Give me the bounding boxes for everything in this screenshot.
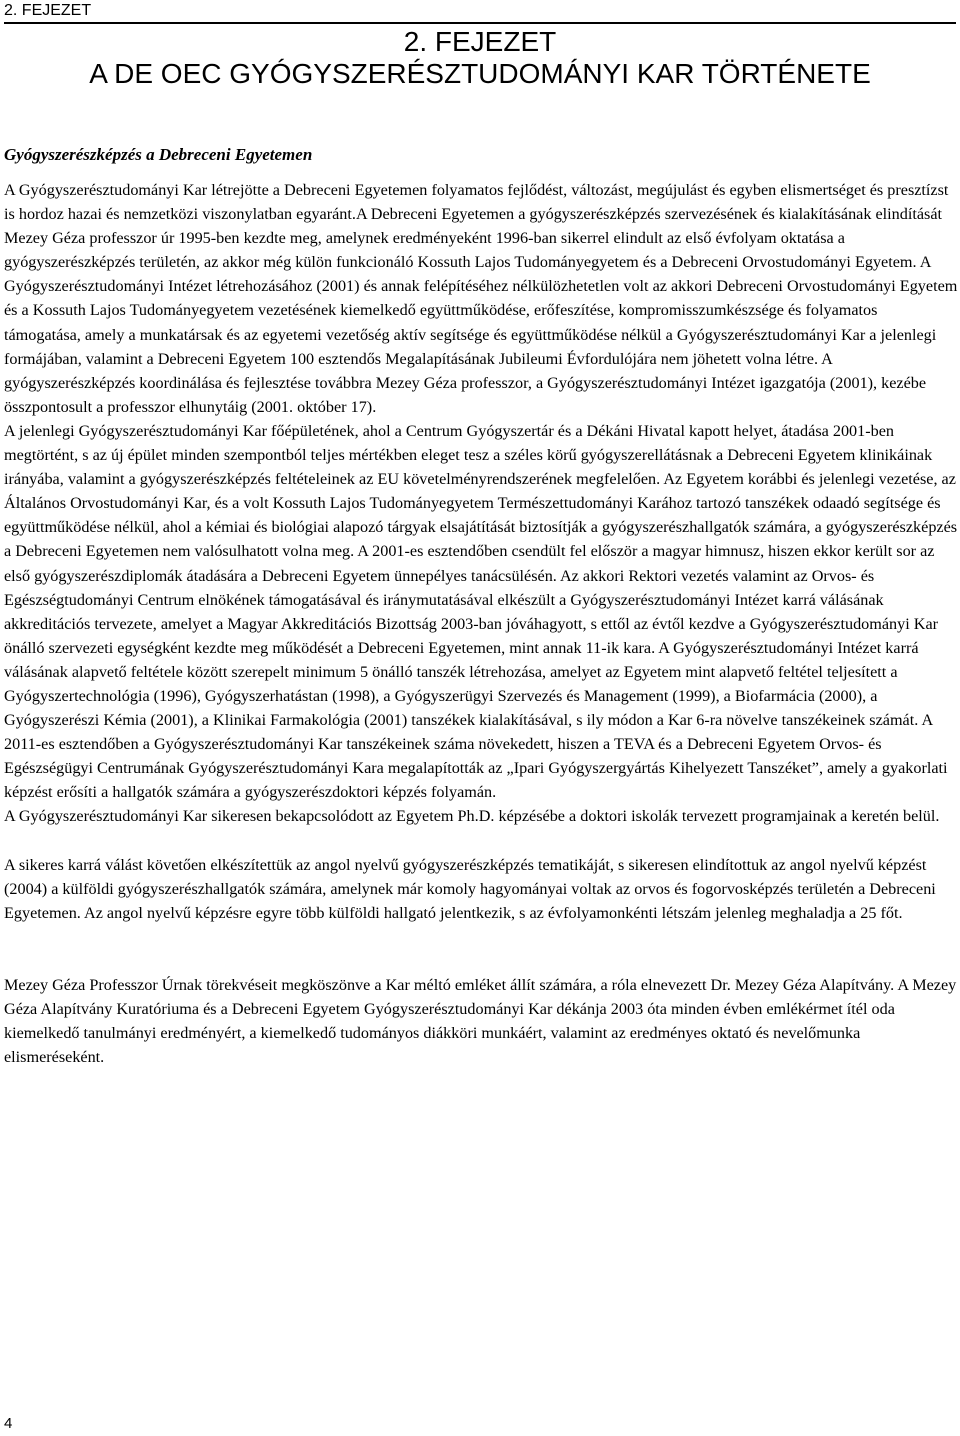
paragraph-english-program: A sikeres karrá válást követően elkészítettük az angol nyelvű gyógyszerészképzés tematikáját, s sikeresen elindítottuk az angol nyelvű képzést (2004) a külföldi gyógyszerészhallgatók számára, amelynek már komoly hagyományai voltak az orvos és fogorvosképzés területén a Debreceni Egyetemen. Az angol nyelvű képzésre egyre több külföldi hallgató jelentkezik, s az évfolyamonkénti létszám jelenleg meghaladja a 25 főt. — [4, 855, 936, 922]
running-header-title: 2. FEJEZET — [4, 2, 92, 19]
chapter-number: 2. FEJEZET — [403, 26, 557, 57]
chapter-heading: A DE OEC GYÓGYSZERÉSZTUDOMÁNYI KAR TÖRTÉNETE — [89, 58, 871, 89]
page-number: 4 — [4, 1415, 13, 1432]
paragraph-phd: A Gyógyszerésztudományi Kar sikeresen bekapcsolódott az Egyetem Ph.D. képzésébe a doktori iskolák tervezett programjainak a keretén belül. — [4, 807, 940, 826]
paragraph-history: A Gyógyszerésztudományi Kar létrejötte a Debreceni Egyetemen folyamatos fejlődést, változást, megújulást és egyben elismertséget és presztízst is hordoz hazai és nemzetközi viszonylatban egyaránt.A Debreceni Egyetemen a gyógyszerészképzés szervezésének és kialakításának elindítását Mezey Géza professzor úr 1995-ben kezdte meg, amelynek eredményeként 1996-ban sikerrel elindult az első évfolyam oktatása a gyógyszerészképzés területén, az akkor még külön funkcionáló Kossuth Lajos Tudományegyetem és a Debreceni Orvostudományi Egyetem. A Gyógyszerésztudományi Intézet létrehozásához (2001) és annak felépítéséhez nélkülözhetetlen volt az akkori Debreceni Orvostudományi Egyetem és a Kossuth Lajos Tudományegyetem vezetésének kiemelkedő együttműködése, erőfeszítése, kompromisszumkészsége és folyamatos támogatása, amely a munkatársak és az egyetemi vezetőség aktív segítsége és együttműködése nélkül a Gyógyszerésztudományi Kar a jelenlegi formájában, valamint a Debreceni Egyetem 100 esztendős Megalapításának Jubileumi Évfordulójára nem jöhetett volna létre. A gyógyszerészképzés koordinálása és fejlesztése továbbra Mezey Géza professzor, a Gyógyszerésztudományi Intézet igazgatója (2001), kezébe összpontosult a professzor elhunytáig (2001. október 17). — [4, 181, 958, 416]
body-text — [4, 178, 958, 1069]
chapter-title — [0, 26, 960, 90]
section-heading: Gyógyszerészképzés a Debreceni Egyetemen — [4, 145, 313, 164]
paragraph-building: A jelenlegi Gyógyszerésztudományi Kar főépületének, ahol a Centrum Gyógyszertár és a Dékáni Hivatal kapott helyet, átadása 2001-ben megtörtént, s az új épület minden szempontból teljes mértékben eleget tesz a széles körű gyógyszerellátásnak a Debreceni Egyetem klinikáinak irányába, valamint a gyógyszerészképzés feltételeinek az EU követelményrendszerének megfelelően. Az Egyetem korábbi és jelenlegi vezetése, az Általános Orvostudományi Kar, és a volt Kossuth Lajos Tudományegyetem Természettudományi Karához tartozó tanszékek odaadó segítsége és együttműködése nélkül, ahol a kémiai és biológiai alapozó tárgyak elsajátítását biztosítják a gyógyszerészhallgatók számára, a gyógyszerészképzés a Debreceni Egyetemen nem valósulhatott volna meg. A 2001-es esztendőben csendült fel először a magyar himnusz, hiszen ekkor került sor az első gyógyszerészdiplomák átadására a Debreceni Egyetem ünnepélyes tanácsülésén. Az akkori Rektori vezetés valamint az Orvos- és Egészségtudományi Centrum elnökének támogatásával és iránymutatásával elkészült a Gyógyszerésztudományi Intézet karrá válásának akkreditációs tervezete, amelyet a Magyar Akkreditációs Bizottság 2003-ban jóváhagyott, s ettől az évtől kezdve a Gyógyszerésztudományi Kar önálló szervezeti egységként kezdte meg működését a Debreceni Egyetemen, mint annak 11-ik kara. A Gyógyszerésztudományi Intézet karrá válásának alapvető feltétele között szerepelt minimum 5 önálló tanszék létrehozása, amelyet az Egyetem mint alapvető feltétel teljesített a Gyógyszertechnológia (1996), Gyógyszerhatástan (1998), a Gyógyszerügyi Szervezés és Management (1999), a Biofarmácia (2000), a Gyógyszerészi Kémia (2001), a Klinikai Farmakológia (2001) tanszékek kialakításával, s ily módon a Kar 6-ra növelve tanszékeinek számát. A 2011-es esztendőben a Gyógyszerésztudományi Kar tanszékeinek száma növekedett, hiszen a TEVA és a Debreceni Egyetem Orvos- és Egészségügyi Centrumának Gyógyszerésztudományi Kara megalapították az „Ipari Gyógyszergyártás Kihelyezett Tanszéket”, amely a gyakorlati képzést erősíti a hallgatók számára a gyógyszerészdoktori képzés folyamán. — [4, 421, 958, 802]
paragraph-foundation: Mezey Géza Professzor Úrnak törekvéseit megköszönve a Kar méltó emléket állít számára, a róla elnevezett Dr. Mezey Géza Alapítvány. A Mezey Géza Alapítvány Kuratóriuma és a Debreceni Egyetem Gyógyszerésztudományi Kar dékánja 2003 óta minden évben emlékérmet ítél oda kiemelkedő tanulmányi eredményért, a kiemelkedő tudományos diákköri munkáért, valamint az eredményes oktató és nevelőmunka elismeréseként. — [4, 975, 957, 1067]
running-header — [4, 0, 956, 24]
